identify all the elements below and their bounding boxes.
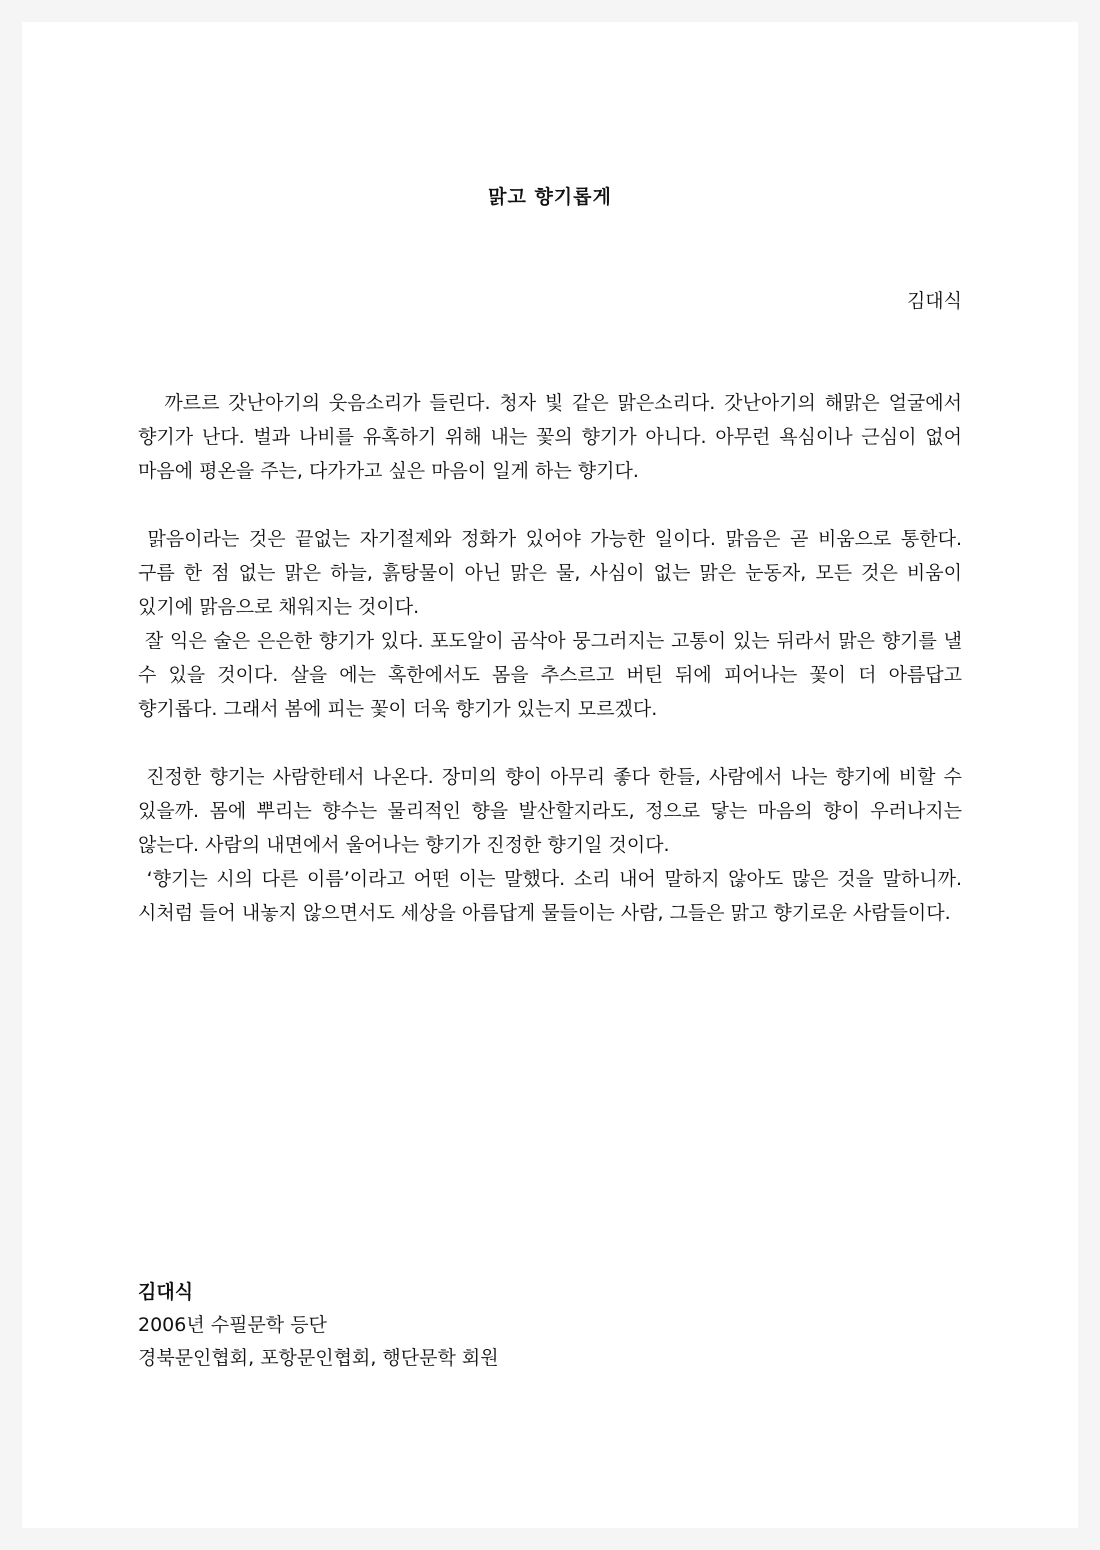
author-name: 김대식 (906, 290, 962, 312)
bio-name: 김대식 (138, 1281, 194, 1303)
paragraph-gap (138, 726, 962, 760)
bio-line: 2006년 수필문학 등단 (138, 1314, 327, 1336)
author-bio (138, 1276, 499, 1375)
paragraph: ‘향기는 시의 다른 이름’이라고 어떤 이는 말했다. 소리 내어 말하지 않아도 많은 것을 말하니까. 시처럼 들어 내놓지 않으면서도 세상을 아름답게 물들이는 사람, 그들은 맑고 향기로운 사람들이다. (138, 868, 969, 924)
document-page (22, 22, 1078, 1528)
paragraph-gap (138, 488, 962, 522)
bio-line: 경북문인협회, 포항문인협회, 행단문학 회원 (138, 1347, 499, 1369)
essay-body (138, 386, 969, 930)
paragraph: 맑음이라는 것은 끝없는 자기절제와 정화가 있어야 가능한 일이다. 맑음은 곧 비움으로 통한다. 구름 한 점 없는 맑은 하늘, 흙탕물이 아닌 맑은 물, 사심이 없는 맑은 눈동자, 모든 것은 비움이 있기에 맑음으로 채워지는 것이다. (138, 528, 969, 618)
paragraph: 까르르 갓난아기의 웃음소리가 들린다. 청자 빛 같은 맑은소리다. 갓난아기의 해맑은 얼굴에서 향기가 난다. 벌과 나비를 유혹하기 위해 내는 꽃의 향기가 아니다. 아무런 욕심이나 근심이 없어 마음에 평온을 주는, 다가가고 싶은 마음이 일게 하는 향기다. (138, 392, 969, 482)
paragraph: 잘 익은 술은 은은한 향기가 있다. 포도알이 곰삭아 뭉그러지는 고통이 있는 뒤라서 맑은 향기를 낼 수 있을 것이다. 살을 에는 혹한에서도 몸을 추스르고 버틴 뒤에 피어나는 꽃이 더 아름답고 향기롭다. 그래서 봄에 피는 꽃이 더욱 향기가 있는지 모르겠다. (138, 630, 969, 720)
paragraph: 진정한 향기는 사람한테서 나온다. 장미의 향이 아무리 좋다 한들, 사람에서 나는 향기에 비할 수 있을까. 몸에 뿌리는 향수는 물리적인 향을 발산할지라도, 정으로 닿는 마음의 향이 우러나지는 않는다. 사람의 내면에서 울어나는 향기가 진정한 향기일 것이다. (138, 766, 969, 856)
document-title: 맑고 향기롭게 (488, 186, 612, 208)
